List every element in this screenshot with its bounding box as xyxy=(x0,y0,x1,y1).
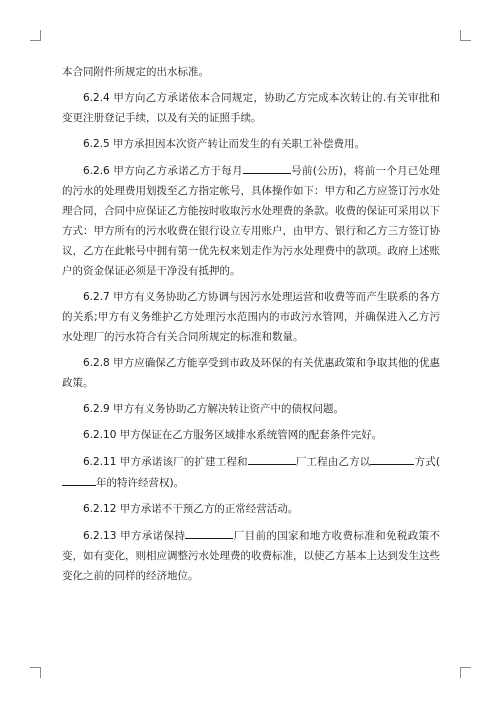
paragraph-6-2-11-part-b: 厂工程由乙方以 xyxy=(295,456,371,468)
crop-mark-bottom-right xyxy=(460,667,471,678)
crop-mark-bottom-left xyxy=(30,667,41,678)
paragraph-6-2-7: 6.2.7 甲方有义务协助乙方协调与因污水处理运营和收费等而产生联系的各方的关系;甲方有义务维护乙方处理污水范围内的市政污水管网，并确保进入乙方污水处理厂的污水符合有关合同所规定的标准和数量。 xyxy=(62,291,440,343)
paragraph-6-2-6 xyxy=(62,160,440,281)
blank-plant-name xyxy=(185,525,233,539)
paragraph-6-2-6-part-b: 号前(公历)，将前一个月已处理的污水的处理费用划拨至乙方指定帐号，具体操作如下：甲方和乙方应签订污水处理合同，合同中应保证乙方能按时收取污水处理费的条款。收费的保证可采用以下方式：甲方所有的污水收费在银行设立专用账户，由甲方、银行和乙方三方签订协议，乙方在此帐号中拥有第一优先权来划走作为污水处理费中的款项。政府上述账户的资金保证必须是干净没有抵押的。 xyxy=(62,165,440,277)
paragraph-6-2-11 xyxy=(62,451,440,493)
paragraph-6-2-13-part-b: 厂目前的国家和地方收费标准和免税政策不变，如有变化，则相应调整污水处理费的收费标准，以使乙方基本上达到发生这些变化之前的同样的经济地位。 xyxy=(62,530,441,582)
paragraph-6-2-6-part-a: 6.2.6 甲方向乙方承诺乙方于每月 xyxy=(83,165,243,177)
blank-day-of-month xyxy=(243,160,291,174)
crop-mark-top-right xyxy=(460,30,471,41)
paragraph-6-2-4: 6.2.4 甲方向乙方承诺依本合同规定，协助乙方完成本次转让的.有关审批和变更注册登记手续，以及有关的证照手续。 xyxy=(62,92,440,124)
blank-years xyxy=(62,472,96,486)
blank-expansion-project xyxy=(248,451,296,465)
blank-method xyxy=(370,451,414,465)
paragraph-6-2-8: 6.2.8 甲方应确保乙方能享受到市政及环保的有关优惠政策和争取其他的优惠政策。 xyxy=(62,357,440,389)
document-body xyxy=(62,62,440,592)
paragraph-6-2-13-part-a: 6.2.13 甲方承诺保持 xyxy=(83,530,186,542)
paragraph-6-2-13 xyxy=(62,525,440,586)
paragraph-continuation: 本合同附件所规定的出水标准。 xyxy=(62,66,209,78)
paragraph-6-2-12: 6.2.12 甲方承诺不干预乙方的正常经营活动。 xyxy=(83,503,299,515)
paragraph-6-2-5: 6.2.5 甲方承担因本次资产转让而发生的有关职工补偿费用。 xyxy=(83,138,366,150)
paragraph-6-2-9: 6.2.9 甲方有义务协助乙方解决转让资产中的债权问题。 xyxy=(83,403,345,415)
paragraph-6-2-11-part-d: 年的特许经营权)。 xyxy=(96,477,185,489)
paragraph-6-2-10: 6.2.10 甲方保证在乙方服务区域排水系统管网的配套条件完好。 xyxy=(83,429,383,441)
crop-mark-top-left xyxy=(30,30,41,41)
paragraph-6-2-11-part-a: 6.2.11 甲方承诺该厂的扩建工程和 xyxy=(83,456,248,468)
paragraph-6-2-11-part-c: 方式( xyxy=(414,456,440,468)
